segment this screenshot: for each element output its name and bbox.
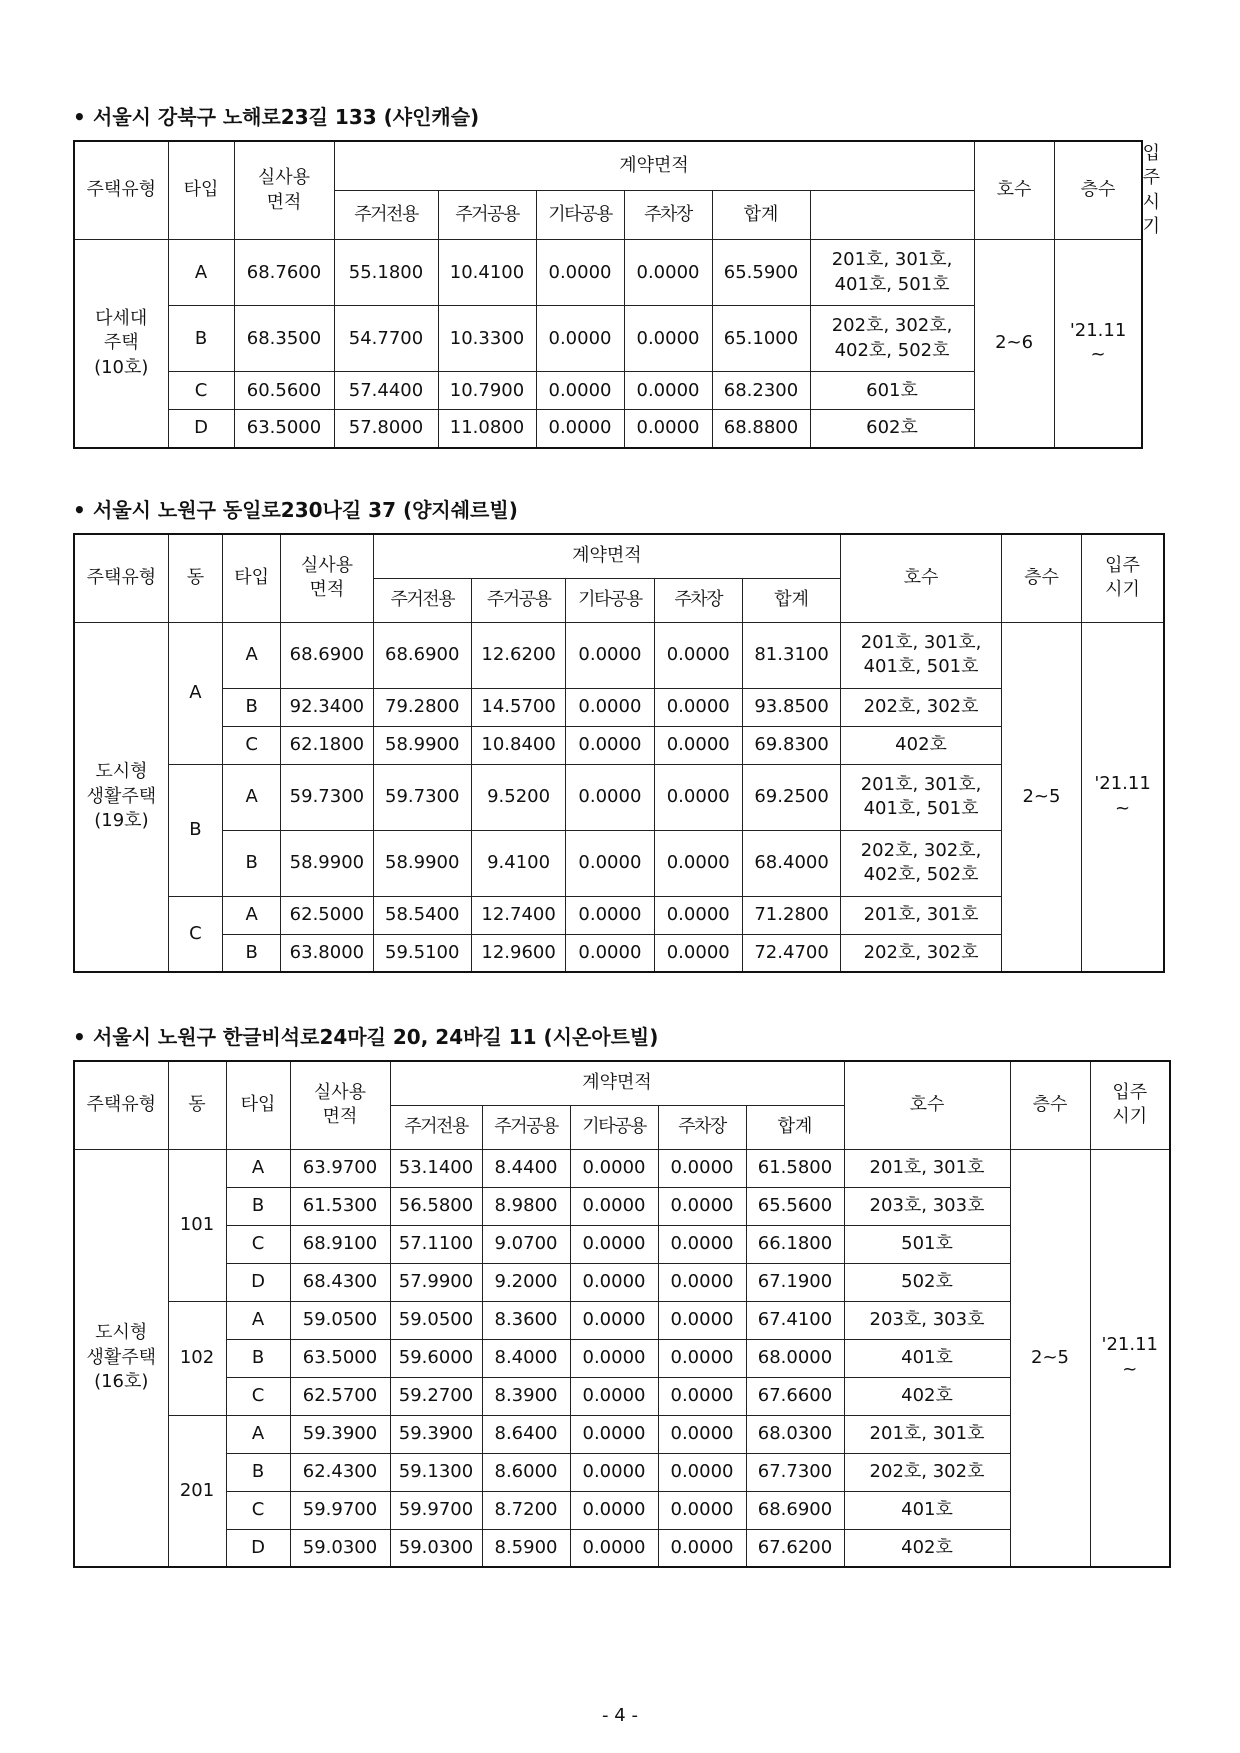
type-cell: B: [168, 306, 234, 372]
section-3-table: [73, 1060, 1171, 1568]
type-cell: C: [226, 1491, 290, 1529]
parking-cell: 0.0000: [624, 372, 712, 410]
type-cell: A: [223, 896, 281, 934]
floors-cell: 2~6: [974, 240, 1054, 448]
table-row: [74, 240, 1142, 306]
header-other-shared: 기타공용: [570, 1105, 658, 1149]
table-row: [74, 934, 1164, 972]
parking-cell: 0.0000: [654, 934, 742, 972]
type-cell: B: [223, 934, 281, 972]
other-cell: 0.0000: [566, 896, 654, 934]
private-cell: 59.2700: [390, 1377, 482, 1415]
area-cell: 59.3900: [290, 1415, 390, 1453]
type-cell: D: [168, 410, 234, 448]
total-cell: 67.7300: [746, 1453, 844, 1491]
type-cell: A: [223, 764, 281, 830]
parking-cell: 0.0000: [654, 764, 742, 830]
area-cell: 59.9700: [290, 1491, 390, 1529]
section-3: [73, 1020, 1171, 1568]
table-row: [74, 1491, 1170, 1529]
total-cell: 65.1000: [712, 306, 810, 372]
table-row: [74, 896, 1164, 934]
area-cell: 63.9700: [290, 1149, 390, 1187]
units-cell: 203호, 303호: [844, 1187, 1010, 1225]
housing-type-cell: 도시형 생활주택 (19호): [74, 622, 168, 972]
area-cell: 58.9900: [281, 830, 373, 896]
private-cell: 68.6900: [373, 622, 471, 688]
private-cell: 59.5100: [373, 934, 471, 972]
table-row: [74, 1225, 1170, 1263]
other-cell: 0.0000: [570, 1263, 658, 1301]
header-housing-type: 주택유형: [74, 534, 168, 622]
private-cell: 59.0500: [390, 1301, 482, 1339]
total-cell: 68.6900: [746, 1491, 844, 1529]
parking-cell: 0.0000: [658, 1301, 746, 1339]
type-cell: D: [226, 1529, 290, 1567]
units-cell: 502호: [844, 1263, 1010, 1301]
table-row: [74, 1529, 1170, 1567]
area-cell: 68.6900: [281, 622, 373, 688]
private-cell: 56.5800: [390, 1187, 482, 1225]
area-cell: 63.8000: [281, 934, 373, 972]
other-cell: 0.0000: [570, 1415, 658, 1453]
other-cell: 0.0000: [566, 764, 654, 830]
header-actual-area: 실사용 면적: [281, 534, 373, 622]
units-cell: 201호, 301호: [841, 896, 1002, 934]
private-cell: 55.1800: [334, 240, 438, 306]
shared-cell: 9.4100: [471, 830, 565, 896]
total-cell: 68.4000: [742, 830, 840, 896]
total-cell: 69.8300: [742, 726, 840, 764]
bullet-icon: •: [73, 105, 86, 129]
parking-cell: 0.0000: [654, 830, 742, 896]
private-cell: 59.0300: [390, 1529, 482, 1567]
private-cell: 59.7300: [373, 764, 471, 830]
total-cell: 69.2500: [742, 764, 840, 830]
other-cell: 0.0000: [566, 934, 654, 972]
parking-cell: 0.0000: [654, 622, 742, 688]
parking-cell: 0.0000: [658, 1187, 746, 1225]
dong-cell: 102: [168, 1301, 226, 1415]
parking-cell: 0.0000: [654, 726, 742, 764]
section-1-table: 주택유형 타입 실사용 면적 계약면적 호수 층수 입주 시기 주거전용 주거공용 기타공용 주차장 합계 다세대 주택 (10호) A 68.7600 55.1800 10.4100 0.0000 0.0000 65.5900 201호, 301호, 401호, 501호 2~6 '21.11 ~ B 68.3500 54.7700 10.3300 0.0000 0.0000 65.1000 202호, 302호, 402호, 502호 C 60.5600 57.4400 10.7900 0.0000 0.0000 68.2300 601호 D 63.5000 57.8000 11.0800 0.0000 0.0000 68.8800 602호: [73, 140, 1143, 449]
move-in-cell: '21.11 ~: [1090, 1149, 1170, 1567]
total-cell: 65.5900: [712, 240, 810, 306]
header-parking: 주차장: [658, 1105, 746, 1149]
shared-cell: 12.9600: [471, 934, 565, 972]
area-cell: 68.3500: [234, 306, 334, 372]
table-row: [74, 726, 1164, 764]
header-units: 호수: [974, 141, 1054, 240]
dong-cell: B: [168, 764, 222, 896]
area-cell: 62.5000: [281, 896, 373, 934]
other-cell: 0.0000: [570, 1149, 658, 1187]
private-cell: 57.1100: [390, 1225, 482, 1263]
parking-cell: 0.0000: [654, 688, 742, 726]
header-units: 호수: [844, 1061, 1010, 1149]
type-cell: C: [226, 1225, 290, 1263]
parking-cell: 0.0000: [658, 1453, 746, 1491]
total-cell: 61.5800: [746, 1149, 844, 1187]
header-type: 타입: [226, 1061, 290, 1149]
shared-cell: 9.0700: [482, 1225, 570, 1263]
parking-cell: 0.0000: [658, 1339, 746, 1377]
header-total: 합계: [746, 1105, 844, 1149]
total-cell: 71.2800: [742, 896, 840, 934]
shared-cell: 8.3600: [482, 1301, 570, 1339]
section-1: [73, 100, 1160, 449]
table-row: [74, 1415, 1170, 1453]
area-cell: 63.5000: [234, 410, 334, 448]
shared-cell: 8.3900: [482, 1377, 570, 1415]
table-row: [74, 764, 1164, 830]
other-cell: 0.0000: [566, 622, 654, 688]
shared-cell: 14.5700: [471, 688, 565, 726]
floors-cell: 2~5: [1001, 622, 1081, 972]
table-row: [74, 1377, 1170, 1415]
area-cell: 59.7300: [281, 764, 373, 830]
other-cell: 0.0000: [570, 1377, 658, 1415]
total-cell: 65.5600: [746, 1187, 844, 1225]
total-cell: 72.4700: [742, 934, 840, 972]
header-contract-area: 계약면적: [390, 1061, 844, 1105]
section-2: [73, 493, 1165, 973]
header-dong: 동: [168, 534, 222, 622]
header-actual-area: 실사용 면적: [290, 1061, 390, 1149]
units-cell: 202호, 302호, 402호, 502호: [810, 306, 974, 372]
header-private: 주거전용: [373, 578, 471, 622]
shared-cell: 8.7200: [482, 1491, 570, 1529]
units-cell: 202호, 302호: [841, 934, 1002, 972]
shared-cell: 8.6000: [482, 1453, 570, 1491]
private-cell: 57.8000: [334, 410, 438, 448]
table-row: [74, 1187, 1170, 1225]
total-cell: 93.8500: [742, 688, 840, 726]
area-cell: 68.4300: [290, 1263, 390, 1301]
private-cell: 58.9900: [373, 830, 471, 896]
section-2-title: 서울시 노원구 동일로230나길 37 (양지쉐르빌): [93, 498, 518, 522]
area-cell: 68.9100: [290, 1225, 390, 1263]
header-other-shared: 기타공용: [536, 190, 624, 239]
other-cell: 0.0000: [536, 306, 624, 372]
header-other-shared: 기타공용: [566, 578, 654, 622]
units-cell: 401호: [844, 1339, 1010, 1377]
header-shared: 주거공용: [471, 578, 565, 622]
total-cell: 67.6200: [746, 1529, 844, 1567]
area-cell: 59.0500: [290, 1301, 390, 1339]
shared-cell: 11.0800: [438, 410, 536, 448]
parking-cell: 0.0000: [658, 1377, 746, 1415]
other-cell: 0.0000: [570, 1453, 658, 1491]
units-cell: 201호, 301호: [844, 1149, 1010, 1187]
shared-cell: 8.6400: [482, 1415, 570, 1453]
other-cell: 0.0000: [570, 1187, 658, 1225]
type-cell: A: [226, 1149, 290, 1187]
table-row: [74, 1453, 1170, 1491]
type-cell: A: [226, 1415, 290, 1453]
other-cell: 0.0000: [536, 410, 624, 448]
move-in-cell: '21.11 ~: [1054, 240, 1142, 448]
units-cell: 402호: [844, 1529, 1010, 1567]
section-3-title: 서울시 노원구 한글비석로24마길 20, 24바길 11 (시온아트빌): [93, 1025, 659, 1049]
private-cell: 58.9900: [373, 726, 471, 764]
type-cell: B: [223, 688, 281, 726]
header-housing-type: 주택유형: [74, 141, 168, 240]
other-cell: 0.0000: [566, 830, 654, 896]
units-cell: 203호, 303호: [844, 1301, 1010, 1339]
table-row: [74, 1339, 1170, 1377]
private-cell: 59.9700: [390, 1491, 482, 1529]
units-cell: 201호, 301호, 401호, 501호: [810, 240, 974, 306]
area-cell: 62.1800: [281, 726, 373, 764]
type-cell: C: [223, 726, 281, 764]
shared-cell: 8.4400: [482, 1149, 570, 1187]
table-row: [74, 1149, 1170, 1187]
total-cell: 68.8800: [712, 410, 810, 448]
header-private: 주거전용: [334, 190, 438, 239]
type-cell: B: [223, 830, 281, 896]
bullet-icon: •: [73, 498, 86, 522]
header-actual-area: 실사용 면적: [234, 141, 334, 240]
header-floors: 층수: [1010, 1061, 1090, 1149]
total-cell: 66.1800: [746, 1225, 844, 1263]
dong-cell: A: [168, 622, 222, 764]
header-floors: 층수: [1001, 534, 1081, 622]
section-2-heading: [73, 493, 1165, 527]
shared-cell: 9.2000: [482, 1263, 570, 1301]
type-cell: C: [226, 1377, 290, 1415]
units-cell: 601호: [810, 372, 974, 410]
other-cell: 0.0000: [570, 1339, 658, 1377]
section-2-table: [73, 533, 1165, 973]
header-units: 호수: [841, 534, 1002, 622]
shared-cell: 10.7900: [438, 372, 536, 410]
area-cell: 62.5700: [290, 1377, 390, 1415]
area-cell: 63.5000: [290, 1339, 390, 1377]
area-cell: 61.5300: [290, 1187, 390, 1225]
private-cell: 57.4400: [334, 372, 438, 410]
header-private: 주거전용: [390, 1105, 482, 1149]
private-cell: 59.1300: [390, 1453, 482, 1491]
other-cell: 0.0000: [570, 1529, 658, 1567]
header-total: 합계: [712, 190, 810, 239]
total-cell: 81.3100: [742, 622, 840, 688]
type-cell: A: [168, 240, 234, 306]
private-cell: 79.2800: [373, 688, 471, 726]
header-shared: 주거공용: [482, 1105, 570, 1149]
units-cell: 201호, 301호, 401호, 501호: [841, 622, 1002, 688]
section-1-heading: [73, 100, 1143, 134]
move-in-cell: '21.11 ~: [1082, 622, 1164, 972]
header-dong: 동: [168, 1061, 226, 1149]
type-cell: C: [168, 372, 234, 410]
units-cell: 402호: [841, 726, 1002, 764]
area-cell: 62.4300: [290, 1453, 390, 1491]
header-contract-area: 계약면적: [334, 141, 974, 190]
total-cell: 68.2300: [712, 372, 810, 410]
housing-type-cell: 다세대 주택 (10호): [74, 240, 168, 448]
total-cell: 67.6600: [746, 1377, 844, 1415]
units-cell: 602호: [810, 410, 974, 448]
shared-cell: 8.4000: [482, 1339, 570, 1377]
table-row: [74, 1263, 1170, 1301]
type-cell: B: [226, 1339, 290, 1377]
private-cell: 54.7700: [334, 306, 438, 372]
total-cell: 68.0300: [746, 1415, 844, 1453]
units-cell: 401호: [844, 1491, 1010, 1529]
header-move-in: 입주 시기: [1082, 534, 1164, 622]
total-cell: 67.4100: [746, 1301, 844, 1339]
private-cell: 58.5400: [373, 896, 471, 934]
total-cell: 67.1900: [746, 1263, 844, 1301]
shared-cell: 12.7400: [471, 896, 565, 934]
parking-cell: 0.0000: [654, 896, 742, 934]
other-cell: 0.0000: [570, 1301, 658, 1339]
header-type: 타입: [168, 141, 234, 240]
units-cell: 402호: [844, 1377, 1010, 1415]
header-floors: 층수: [1054, 141, 1142, 240]
units-cell: 501호: [844, 1225, 1010, 1263]
header-parking: 주차장: [654, 578, 742, 622]
parking-cell: 0.0000: [658, 1491, 746, 1529]
parking-cell: 0.0000: [624, 240, 712, 306]
shared-cell: 8.9800: [482, 1187, 570, 1225]
bullet-icon: •: [73, 1025, 86, 1049]
floors-cell: 2~5: [1010, 1149, 1090, 1567]
section-3-heading: [73, 1020, 1171, 1054]
header-shared: 주거공용: [438, 190, 536, 239]
area-cell: 92.3400: [281, 688, 373, 726]
table-row: [74, 830, 1164, 896]
other-cell: 0.0000: [536, 372, 624, 410]
table-row: [74, 688, 1164, 726]
type-cell: A: [223, 622, 281, 688]
table-row: [74, 622, 1164, 688]
other-cell: 0.0000: [570, 1225, 658, 1263]
private-cell: 59.6000: [390, 1339, 482, 1377]
other-cell: 0.0000: [566, 726, 654, 764]
dong-cell: 101: [168, 1149, 226, 1301]
page-number: - 4 -: [602, 1705, 638, 1726]
shared-cell: 8.5900: [482, 1529, 570, 1567]
type-cell: B: [226, 1453, 290, 1491]
shared-cell: 10.8400: [471, 726, 565, 764]
parking-cell: 0.0000: [658, 1149, 746, 1187]
private-cell: 53.1400: [390, 1149, 482, 1187]
area-cell: 68.7600: [234, 240, 334, 306]
type-cell: D: [226, 1263, 290, 1301]
units-cell: 202호, 302호, 402호, 502호: [841, 830, 1002, 896]
private-cell: 57.9900: [390, 1263, 482, 1301]
parking-cell: 0.0000: [658, 1529, 746, 1567]
table-row: [74, 1301, 1170, 1339]
private-cell: 59.3900: [390, 1415, 482, 1453]
parking-cell: 0.0000: [624, 306, 712, 372]
parking-cell: 0.0000: [624, 410, 712, 448]
parking-cell: 0.0000: [658, 1415, 746, 1453]
shared-cell: 9.5200: [471, 764, 565, 830]
units-cell: 201호, 301호: [844, 1415, 1010, 1453]
shared-cell: 12.6200: [471, 622, 565, 688]
units-cell: 202호, 302호: [841, 688, 1002, 726]
parking-cell: 0.0000: [658, 1263, 746, 1301]
area-cell: 59.0300: [290, 1529, 390, 1567]
other-cell: 0.0000: [566, 688, 654, 726]
header-move-in: 입주 시기: [1090, 1061, 1170, 1149]
header-housing-type: 주택유형: [74, 1061, 168, 1149]
other-cell: 0.0000: [570, 1491, 658, 1529]
header-type: 타입: [223, 534, 281, 622]
other-cell: 0.0000: [536, 240, 624, 306]
section-1-title: 서울시 강북구 노해로23길 133 (샤인캐슬): [93, 105, 480, 129]
type-cell: B: [226, 1187, 290, 1225]
shared-cell: 10.3300: [438, 306, 536, 372]
type-cell: A: [226, 1301, 290, 1339]
total-cell: 68.0000: [746, 1339, 844, 1377]
header-total: 합계: [742, 578, 840, 622]
dong-cell: C: [168, 896, 222, 972]
shared-cell: 10.4100: [438, 240, 536, 306]
housing-type-cell: 도시형 생활주택 (16호): [74, 1149, 168, 1567]
parking-cell: 0.0000: [658, 1225, 746, 1263]
header-contract-area: 계약면적: [373, 534, 841, 578]
dong-cell: 201: [168, 1415, 226, 1567]
header-parking: 주차장: [624, 190, 712, 239]
area-cell: 60.5600: [234, 372, 334, 410]
units-cell: 201호, 301호, 401호, 501호: [841, 764, 1002, 830]
units-cell: 202호, 302호: [844, 1453, 1010, 1491]
